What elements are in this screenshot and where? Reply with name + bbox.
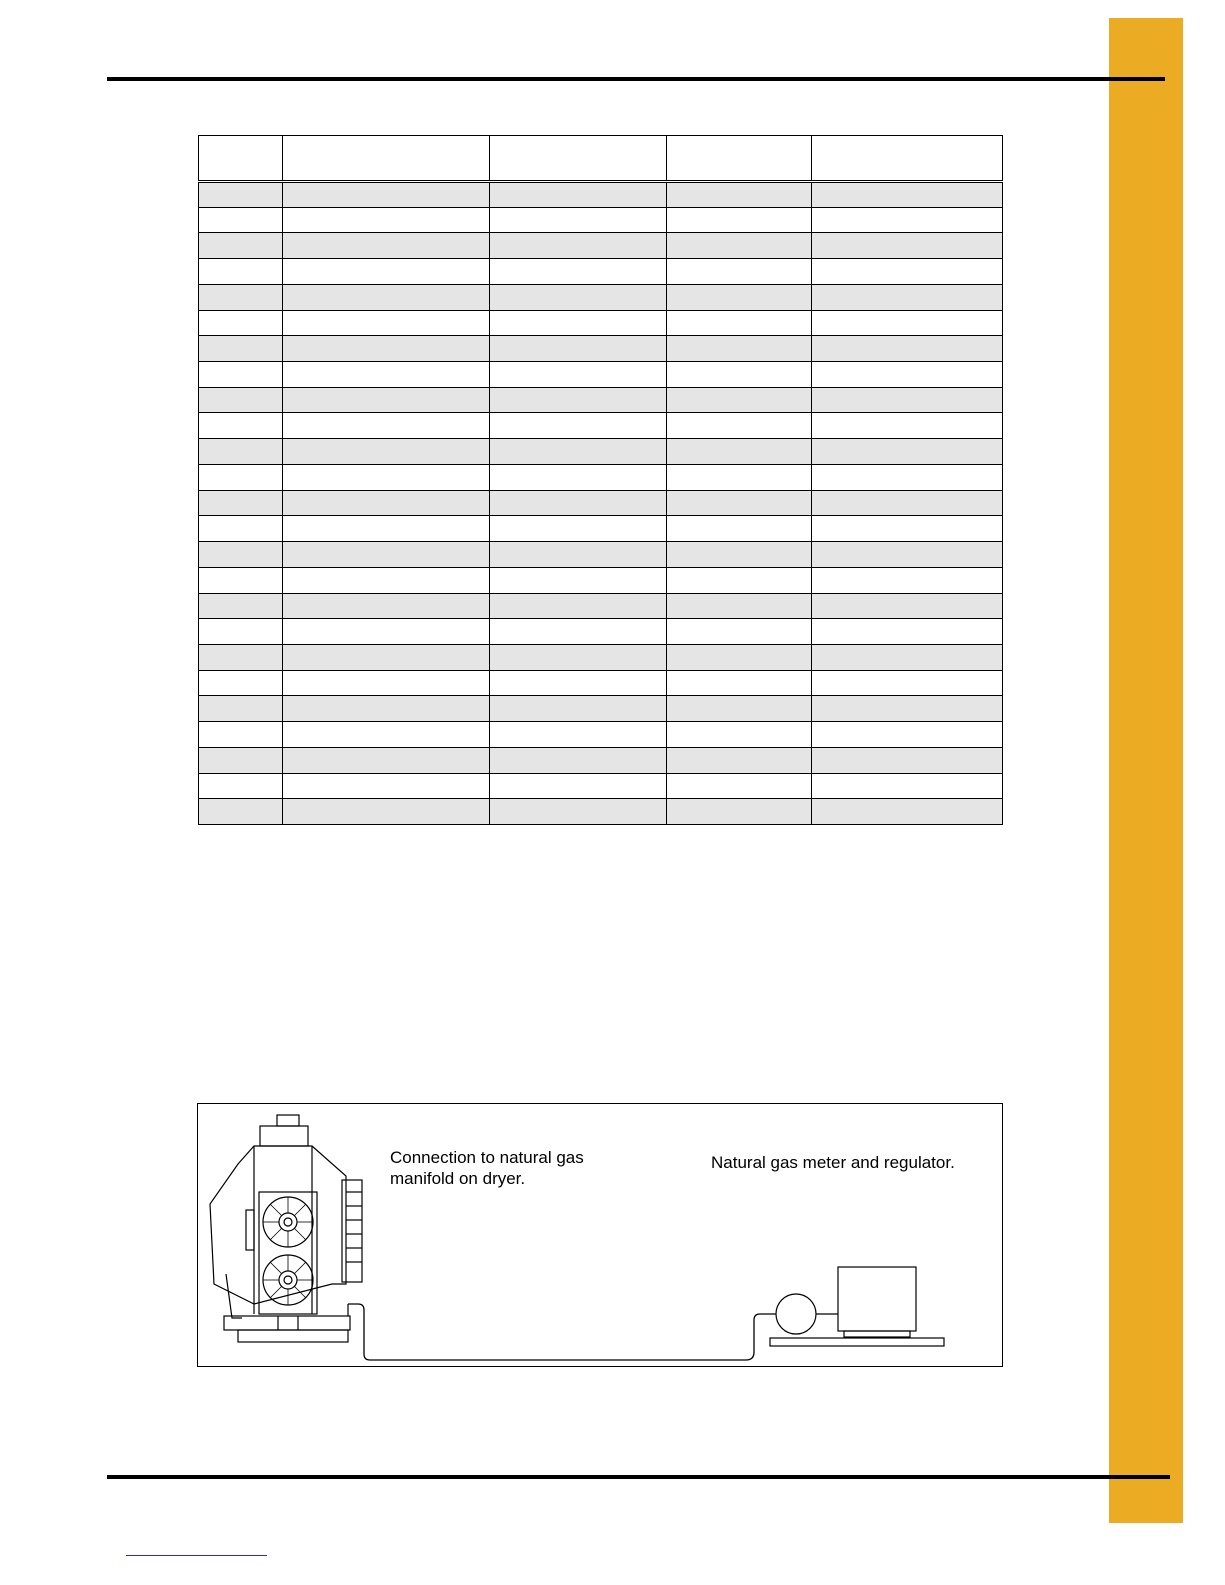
table-cell bbox=[490, 619, 667, 645]
table-cell bbox=[199, 773, 283, 799]
table-header-row bbox=[199, 136, 1003, 182]
table-cell bbox=[490, 259, 667, 285]
gas-meter-label: Natural gas meter and regulator. bbox=[711, 1153, 955, 1172]
gas-connection-diagram bbox=[197, 1103, 1003, 1367]
table-cell bbox=[667, 182, 812, 208]
table-cell bbox=[199, 670, 283, 696]
table-cell bbox=[812, 284, 1003, 310]
table-row bbox=[199, 439, 1003, 465]
table-row bbox=[199, 182, 1003, 208]
table-cell bbox=[667, 336, 812, 362]
table-cell bbox=[667, 207, 812, 233]
table-cell bbox=[490, 644, 667, 670]
table-cell bbox=[812, 413, 1003, 439]
table-row bbox=[199, 259, 1003, 285]
table-cell bbox=[199, 362, 283, 388]
table-cell bbox=[812, 619, 1003, 645]
table-row bbox=[199, 567, 1003, 593]
table-cell bbox=[199, 284, 283, 310]
table-row bbox=[199, 336, 1003, 362]
table-cell bbox=[812, 542, 1003, 568]
table-cell bbox=[199, 516, 283, 542]
table-cell bbox=[812, 799, 1003, 825]
table-cell bbox=[812, 182, 1003, 208]
table-cell bbox=[490, 722, 667, 748]
table-cell bbox=[199, 490, 283, 516]
table-cell bbox=[812, 464, 1003, 490]
gas-pipe-line bbox=[348, 1304, 776, 1360]
table-cell bbox=[667, 233, 812, 259]
table-cell bbox=[283, 722, 490, 748]
table-cell bbox=[490, 567, 667, 593]
table-cell bbox=[283, 593, 490, 619]
table-cell bbox=[812, 439, 1003, 465]
dryer-connection-label: Connection to natural gas manifold on dryer. bbox=[390, 1148, 584, 1188]
table-cell bbox=[283, 567, 490, 593]
table-cell bbox=[490, 516, 667, 542]
dryer-icon bbox=[210, 1115, 362, 1342]
table-cell bbox=[490, 362, 667, 388]
table-cell bbox=[283, 207, 490, 233]
table-header-cell bbox=[199, 136, 283, 182]
table-cell bbox=[283, 516, 490, 542]
table-cell bbox=[199, 387, 283, 413]
table-cell bbox=[199, 696, 283, 722]
table-row bbox=[199, 490, 1003, 516]
table-cell bbox=[199, 567, 283, 593]
table-cell bbox=[667, 362, 812, 388]
table-cell bbox=[812, 722, 1003, 748]
table-cell bbox=[199, 233, 283, 259]
table-cell bbox=[667, 644, 812, 670]
table-cell bbox=[812, 336, 1003, 362]
table-cell bbox=[199, 336, 283, 362]
table-cell bbox=[283, 670, 490, 696]
table-cell bbox=[812, 490, 1003, 516]
table-header-cell bbox=[490, 136, 667, 182]
table-cell bbox=[490, 387, 667, 413]
table-cell bbox=[490, 207, 667, 233]
table-cell bbox=[490, 233, 667, 259]
table-cell bbox=[490, 670, 667, 696]
table-cell bbox=[490, 413, 667, 439]
table-cell bbox=[812, 567, 1003, 593]
table-cell bbox=[283, 773, 490, 799]
table-cell bbox=[667, 387, 812, 413]
table-cell bbox=[283, 439, 490, 465]
table-cell bbox=[283, 490, 490, 516]
table-cell bbox=[490, 182, 667, 208]
table-cell bbox=[490, 696, 667, 722]
table-cell bbox=[812, 207, 1003, 233]
table-cell bbox=[667, 747, 812, 773]
section-tab bbox=[1109, 18, 1183, 1523]
table-cell bbox=[812, 310, 1003, 336]
table-row bbox=[199, 773, 1003, 799]
table-row bbox=[199, 799, 1003, 825]
table-cell bbox=[283, 542, 490, 568]
table-cell bbox=[199, 644, 283, 670]
table-header-cell bbox=[667, 136, 812, 182]
table-cell bbox=[490, 464, 667, 490]
table-cell bbox=[490, 336, 667, 362]
table-cell bbox=[490, 747, 667, 773]
table-cell bbox=[199, 619, 283, 645]
table-cell bbox=[199, 182, 283, 208]
table-row bbox=[199, 233, 1003, 259]
header-rule bbox=[107, 77, 1165, 81]
table-cell bbox=[199, 310, 283, 336]
table-row bbox=[199, 464, 1003, 490]
table-cell bbox=[667, 464, 812, 490]
gas-meter-icon bbox=[770, 1267, 944, 1346]
table-cell bbox=[283, 413, 490, 439]
table-row bbox=[199, 670, 1003, 696]
table-row bbox=[199, 413, 1003, 439]
table-cell bbox=[667, 567, 812, 593]
table-cell bbox=[199, 747, 283, 773]
table-cell bbox=[490, 542, 667, 568]
table-cell bbox=[667, 413, 812, 439]
table-row bbox=[199, 310, 1003, 336]
table-cell bbox=[812, 259, 1003, 285]
table-cell bbox=[283, 387, 490, 413]
table-cell bbox=[199, 259, 283, 285]
table-row bbox=[199, 362, 1003, 388]
table-cell bbox=[199, 542, 283, 568]
gas-connection-illustration bbox=[198, 1104, 1002, 1366]
table-cell bbox=[667, 593, 812, 619]
table-cell bbox=[812, 387, 1003, 413]
table-cell bbox=[667, 670, 812, 696]
table-cell bbox=[812, 644, 1003, 670]
table-header-cell bbox=[812, 136, 1003, 182]
table-cell bbox=[199, 799, 283, 825]
table-cell bbox=[283, 182, 490, 208]
table-cell bbox=[283, 284, 490, 310]
table-cell bbox=[490, 593, 667, 619]
table-cell bbox=[283, 362, 490, 388]
table-row bbox=[199, 747, 1003, 773]
table-row bbox=[199, 722, 1003, 748]
table-cell bbox=[667, 619, 812, 645]
table-cell bbox=[283, 799, 490, 825]
table-cell bbox=[667, 284, 812, 310]
table-cell bbox=[812, 516, 1003, 542]
table-row bbox=[199, 284, 1003, 310]
table-cell bbox=[199, 593, 283, 619]
table-row bbox=[199, 516, 1003, 542]
table-row bbox=[199, 696, 1003, 722]
table-cell bbox=[283, 259, 490, 285]
table-header-cell bbox=[283, 136, 490, 182]
table-cell bbox=[667, 722, 812, 748]
table-cell bbox=[812, 696, 1003, 722]
table-row bbox=[199, 387, 1003, 413]
table-cell bbox=[490, 310, 667, 336]
table-cell bbox=[812, 670, 1003, 696]
table-row bbox=[199, 542, 1003, 568]
table-cell bbox=[667, 542, 812, 568]
table-cell bbox=[490, 799, 667, 825]
table-cell bbox=[283, 310, 490, 336]
table-cell bbox=[667, 259, 812, 285]
table-cell bbox=[490, 284, 667, 310]
table-cell bbox=[283, 336, 490, 362]
table-cell bbox=[283, 233, 490, 259]
table-cell bbox=[667, 439, 812, 465]
table-cell bbox=[667, 696, 812, 722]
table-cell bbox=[812, 773, 1003, 799]
table-cell bbox=[283, 696, 490, 722]
footer-link-underline[interactable] bbox=[126, 1555, 267, 1556]
spec-table bbox=[198, 135, 1003, 825]
table-cell bbox=[667, 516, 812, 542]
table-cell bbox=[812, 362, 1003, 388]
table-cell bbox=[812, 233, 1003, 259]
table-row bbox=[199, 593, 1003, 619]
table-cell bbox=[490, 439, 667, 465]
table-cell bbox=[667, 799, 812, 825]
table-cell bbox=[667, 490, 812, 516]
footer-rule bbox=[107, 1475, 1170, 1479]
table-cell bbox=[490, 773, 667, 799]
table-cell bbox=[283, 644, 490, 670]
table-cell bbox=[667, 773, 812, 799]
table-cell bbox=[812, 593, 1003, 619]
table-cell bbox=[199, 413, 283, 439]
table-cell bbox=[199, 207, 283, 233]
table-cell bbox=[812, 747, 1003, 773]
table-cell bbox=[199, 464, 283, 490]
table-cell bbox=[667, 310, 812, 336]
table-cell bbox=[490, 490, 667, 516]
table-cell bbox=[283, 619, 490, 645]
table-row bbox=[199, 644, 1003, 670]
table-row bbox=[199, 207, 1003, 233]
table-cell bbox=[283, 464, 490, 490]
table-cell bbox=[199, 722, 283, 748]
table-cell bbox=[283, 747, 490, 773]
table-row bbox=[199, 619, 1003, 645]
table-cell bbox=[199, 439, 283, 465]
